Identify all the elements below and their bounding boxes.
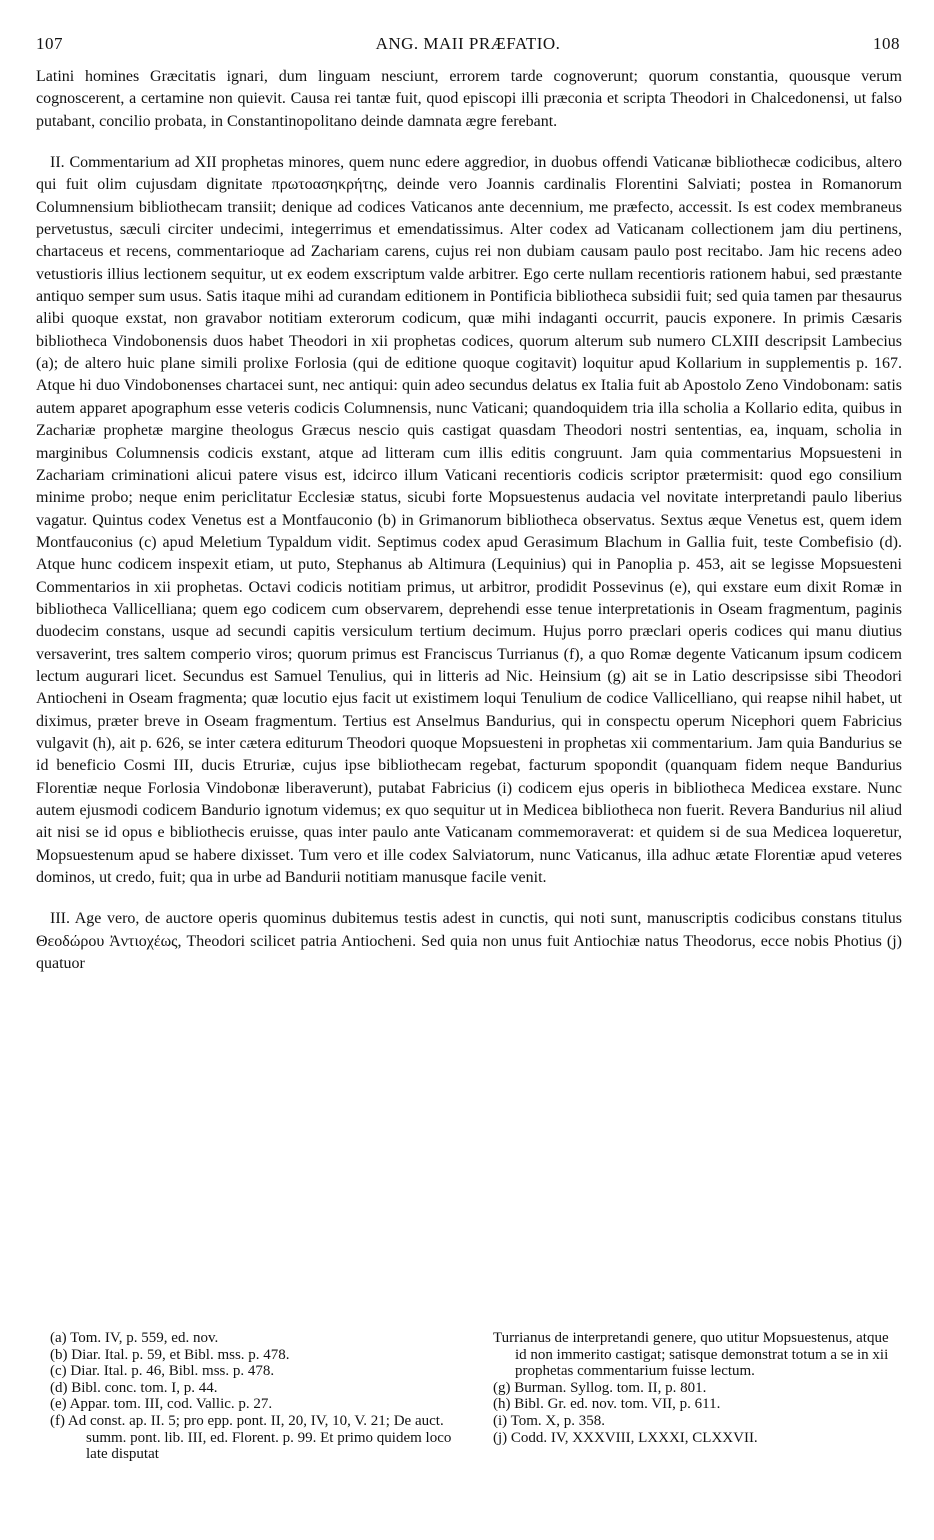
footnote-h: (h) Bibl. Gr. ed. nov. tom. VII, p. 611. <box>493 1396 721 1413</box>
footnotes-left-column <box>50 1330 459 1463</box>
footnote-f: (f) Ad const. ap. II. 5; pro epp. pont. II, 20, IV, 10, V. 21; De auct. summ. pont. lib. III, ed. Florent. p. 99. Et primo quidem loco late disputat <box>50 1412 452 1463</box>
page-number-right: 108 <box>873 34 900 53</box>
footnote-j: (j) Codd. IV, XXXVIII, LXXXI, CLXXVII. <box>493 1429 758 1446</box>
running-title: ANG. MAII PRÆFATIO. <box>375 34 561 53</box>
footnote-i: (i) Tom. X, p. 358. <box>493 1412 606 1429</box>
footnotes <box>50 1330 902 1463</box>
page-number-left: 107 <box>36 34 63 53</box>
footnote-a: (a) Tom. IV, p. 559, ed. nov. <box>50 1330 219 1346</box>
paragraph-2: II. Commentarium ad XII prophetas minores, quem nunc edere aggredior, in duobus offendi Vaticanæ bibliothecæ codicibus, altero qui fuit olim cujusdam dignitate πρωτοασηκρήτης, deinde vero Joannis cardinalis Florentini Salviati; postea in Romanorum Columnensium bibliothecam transiit; denique ad codices Vaticanos ante decennium, me præfecto, accessit. Is est codex membraneus pervetustus, sæculi circiter undecimi, integerrimus et emendatissimus. Alter codex ad Vaticanam collectionem jam diu pertinens, chartaceus et recens, commentarioque ad Zachariam carens, cujus rei non dubiam causam paulo post recitabo. Jam hic recens adeo vetustioris illius lectionem sequitur, ut ex eodem exscriptum valde arbitrer. Ego certe nullam recentioris rationem habui, sed præstante antiquo semper sum usus. Satis itaque mihi ad curandam editionem in Pontificia bibliotheca subsidii fuit; sed quia tamen par thesaurus alibi quoque exstat, non gravabor notitiam exterorum codicum, quæ mihi indaganti occurrit, paucis exponere. In primis Cæsaris bibliotheca Vindobonensis duos habet Theodori in xii prophetas codices, quorum alterum sub numero CLXIII descripsit Lambecius (a); de altero huic plane simili prolixe Forlosia (qui de editione quoque cogitavit) loquitur apud Kollarium in supplementis p. 167. Atque hi duo Vindobonenses chartacei sunt, nec antiqui: quin adeo secundus delatus ex Italia fuit ab Apostolo Zeno Vindobonam: satis autem apparet apographum esse veteris codicis Columnensis, nunc Vaticani; quandoquidem tria illa scholia a Kollario edita, quibus in Zachariæ prophetæ margine theologus Græcus nescio quis castigat quasdam Theodori nostri sententias, ea, inquam, scholia in marginibus Columnensis codicis exstant, atque ad litteram cum illis editis congruunt. Jam quia commentarius Mopsuesteni in Zachariam criminationi alicui patere visus est, idcirco illum Vaticani recentioris codicis scriptor prætermisit: quod ego consilium minime probo; neque enim periclitatur Ecclesiæ status, sicubi forte Mopsuestenus audacia vel novitate interpretandi paulo liberius vagatur. Quintus codex Venetus est a Montfauconio (b) in Grimanorum bibliotheca observatus. Sextus æque Venetus est, quem idem Montfauconius (c) apud Meletium Typaldum vidit. Septimus codex apud Gerasimum Blachum in Gallia fuit, teste Combefisio (d). Atque hunc codicem inspexit etiam, ut puto, Stephanus ab Altimura (Lequinius) qui in Panoplia p. 453, ait se legisse Mopsuesteni Commentarios in xii prophetas. Octavi codicis notitiam primus, ut arbitror, prodidit Possevinus (e), qui exstare eum dixit Romæ in bibliotheca Vallicelliana; quem ego codicem cum observarem, deprehendi esse tenue interpretationis in Oseam fragmentum, paginis duodecim constans, usque ad secundi capitis versiculum tertium decimum. Hujus porro præclari operis codices qui manu diutius versaverint, tres saltem comperio viros; quorum primus est Franciscus Turrianus (f), a quo Romæ degente Vaticanum ipsum codicem lectum augurari licet. Secundus est Samuel Tenulius, qui in litteris ad Nic. Heinsium (g) ait se in Latio descripsisse sibi Theodori Antiocheni in Oseam fragmenta; quæ locutio ejus facit ut existimem loqui Tenulium de codice Vallicelliano, qui reapse nihil habet, ut diximus, præter breve in Oseam fragmentum. Tertius est Anselmus Bandurius, qui in conspectu operum Nicephori quem Fabricius vulgavit (h), ait p. 626, se inter cætera editurum Theodori quoque Mopsuesteni in prophetas xii commentarium. Jam quia Bandurius se id beneficio Cosmi III, ducis Etruriæ, cujus ipse bibliothecam regebat, facturum spopondit (quanquam fidem neque Bandurius Florentiæ neque Forlosia Vindobonæ liberaverunt), putabat Fabricius (i) codicem ejus operis in bibliotheca Medicea exstare. Nunc autem ejusmodi codicem Bandurio ignotum videmus; ex quo sequitur ut in Medicea bibliotheca non fuerit. Revera Bandurius nil aliud ait nisi se id opus e bibliothecis eruisse, quas inter paulo ante Vaticanam commemoraverat: et quidem si de sua Medicea loqueretur, Mopsuestenum apud se habere dixisset. Tum vero et ille codex Salviatorum, nunc Vaticanus, illa adhuc ætate Florentiæ apud veteres dominos, ut credo, fuit; qua in urbe ad Bandurii notitiam manusque facile venit. <box>36 154 902 887</box>
paragraph-1: Latini homines Græcitatis ignari, dum linguam nesciunt, errorem tarde cognoverunt; quorum constantia, quousque verum cognoscerent, a certamine non quievit. Causa rei tantæ fuit, quod episcopi illi præconia et scripta Theodori in Chalcedonensi, ut falso putabant, concilio probata, in Constantinopolitano deinde damnata ægre ferebant. <box>36 68 902 130</box>
running-header <box>36 34 900 58</box>
footnote-g: (g) Burman. Syllog. tom. II, p. 801. <box>493 1379 707 1396</box>
paragraph-3: III. Age vero, de auctore operis quominus dubitemus testis adest in cunctis, qui noti sunt, manuscriptis codicibus constans titulus Θεοδώρου Ἀντιοχέως, Theodori scilicet patria Antiocheni. Sed quia non unus fuit Antiochiæ natus Theodorus, ecce nobis Photius (j) quatuor <box>36 910 902 973</box>
footnote-c: (c) Diar. Ital. p. 46, Bibl. mss. p. 478. <box>50 1363 275 1380</box>
main-text <box>36 66 902 975</box>
footnote-d: (d) Bibl. conc. tom. I, p. 44. <box>50 1379 218 1396</box>
footnote-e: (e) Appar. tom. III, cod. Vallic. p. 27. <box>50 1396 273 1413</box>
footnote-f-continued: Turrianus de interpretandi genere, quo utitur Mopsuestenus, atque id non immerito castigat; satisque demonstrat totum a se in xii prophetas commentarium fuisse lectum. <box>493 1330 889 1380</box>
footnote-b: (b) Diar. Ital. p. 59, et Bibl. mss. p. 478. <box>50 1346 290 1363</box>
footnotes-right-column <box>493 1330 902 1463</box>
